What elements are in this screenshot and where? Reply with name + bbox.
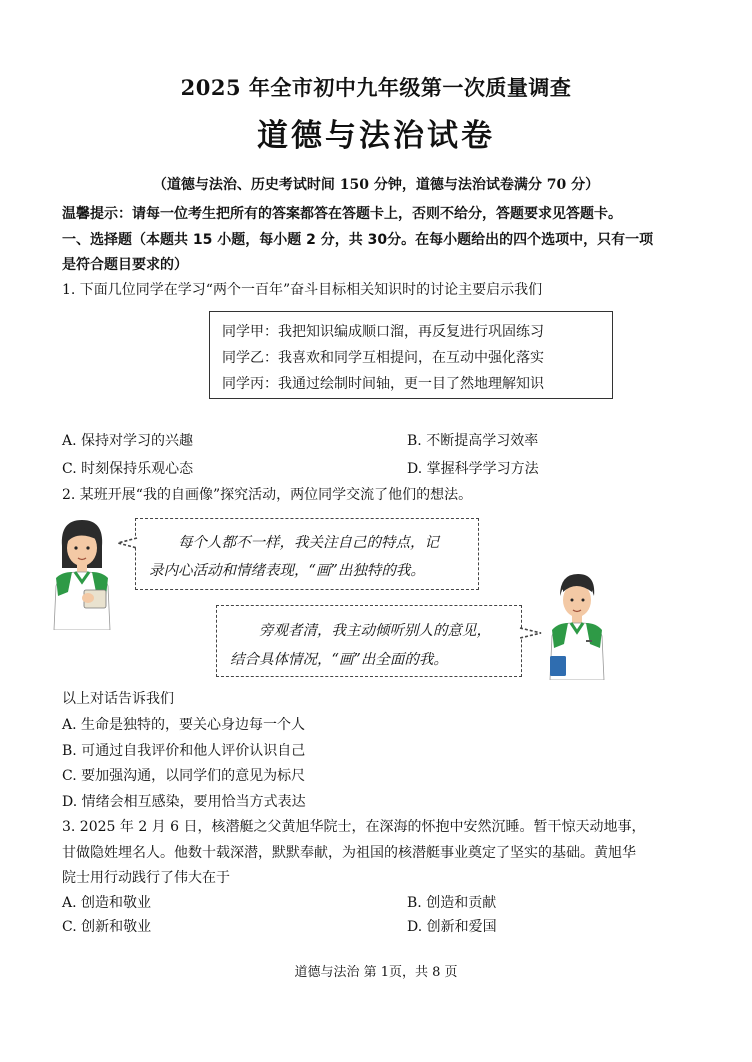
- q2-lead: 以上对话告诉我们: [62, 691, 174, 707]
- boy-student-illustration: [546, 572, 608, 680]
- bubble-tail-left: [116, 536, 138, 550]
- q1-box-line: 同学甲：我把知识编成顺口溜，再反复进行巩固练习: [222, 324, 544, 340]
- q2-option-a[interactable]: A. 生命是独特的，要关心身边每一个人: [62, 717, 306, 733]
- q3-option-d[interactable]: D. 创新和爱国: [407, 919, 497, 935]
- q1-box-line: 同学丙：我通过绘制时间轴，更一目了然地理解知识: [222, 376, 544, 392]
- page-footer: 道德与法治 第 1页，共 8 页: [294, 965, 458, 980]
- bubble-girl-line: 每个人都不一样，我关注自己的特点，记: [178, 535, 439, 551]
- q1-box-line: 同学乙：我喜欢和同学互相提问，在互动中强化落实: [222, 350, 544, 366]
- q3-stem-line1: 3. 2025 年 2 月 6 日，核潜艇之父黄旭华院士，在深海的怀抱中安然沉睡。暂干惊天动地事，: [62, 819, 646, 835]
- q2-option-b[interactable]: B. 可通过自我评价和他人评价认识自己: [62, 743, 306, 759]
- section-heading-line2: 是符合题目要求的）: [62, 257, 188, 273]
- tip-text: 温馨提示：请每一位考生把所有的答案都答在答题卡上，否则不给分，答题要求见答题卡。: [62, 206, 622, 222]
- q1-discussion-box: [209, 311, 613, 399]
- q3-option-b[interactable]: B. 创造和贡献: [407, 895, 497, 911]
- subject-title: 道德与法治试卷: [257, 118, 495, 154]
- bubble-boy-line: 旁观者清，我主动倾听别人的意见，: [259, 623, 491, 639]
- q1-option-d[interactable]: D. 掌握科学学习方法: [407, 461, 539, 477]
- q3-option-a[interactable]: A. 创造和敬业: [62, 895, 152, 911]
- q3-stem-line3: 院士用行动践行了伟大在于: [62, 870, 230, 886]
- q1-option-a[interactable]: A. 保持对学习的兴趣: [62, 433, 194, 449]
- q1-stem: 1. 下面几位同学在学习“两个一百年”奋斗目标相关知识时的讨论主要启示我们: [62, 282, 543, 298]
- bubble-girl-line: 录内心活动和情绪表现，“画”出独特的我。: [149, 563, 425, 579]
- speech-bubble-boy: [216, 605, 522, 677]
- q1-option-c[interactable]: C. 时刻保持乐观心态: [62, 461, 194, 477]
- section-heading-line1: 一、选择题（本题共 15 小题，每小题 2 分，共 30分。在每小题给出的四个选项中，只有一项: [62, 232, 654, 248]
- q2-option-d[interactable]: D. 情绪会相互感染，要用恰当方式表达: [62, 794, 306, 810]
- speech-bubble-girl: [135, 518, 479, 590]
- q1-option-b[interactable]: B. 不断提高学习效率: [407, 433, 539, 449]
- exam-time-note: （道德与法治、历史考试时间 150 分钟，道德与法治试卷满分 70 分）: [152, 177, 600, 193]
- q2-option-c[interactable]: C. 要加强沟通，以同学们的意见为标尺: [62, 768, 306, 784]
- q3-option-c[interactable]: C. 创新和敬业: [62, 919, 152, 935]
- q2-stem: 2. 某班开展“我的自画像”探究活动，两位同学交流了他们的想法。: [62, 487, 473, 503]
- bubble-boy-line: 结合具体情况，“画”出全面的我。: [230, 652, 448, 668]
- q3-stem-line2: 甘做隐姓埋名人。他数十载深潜，默默奉献，为祖国的核潜艇事业奠定了坚实的基础。黄旭华: [62, 845, 636, 861]
- girl-student-illustration: [48, 516, 118, 630]
- bubble-tail-right: [519, 626, 543, 640]
- exam-title: 2025 年全市初中九年级第一次质量调查: [180, 75, 572, 100]
